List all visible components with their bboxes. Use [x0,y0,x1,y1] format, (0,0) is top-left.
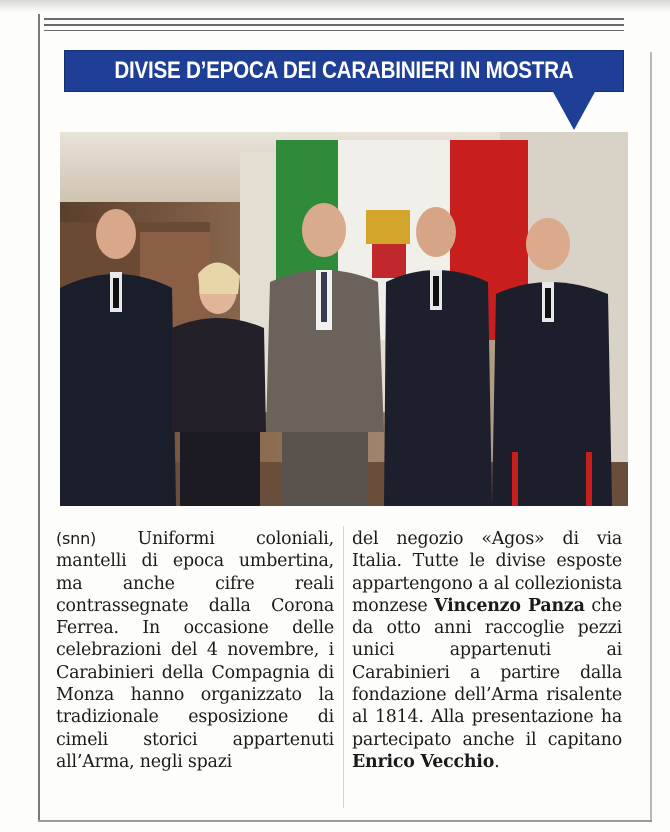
frame-right-border [650,52,652,822]
frame-left-border [38,14,40,822]
headline-arrow-icon [552,90,596,130]
collector-name: Vincenzo Panza [434,595,585,616]
paragraph-left [56,528,334,773]
column-divider [343,526,344,808]
author-sigla: (snn) [56,529,97,548]
photo-illustration [60,132,628,506]
article-column-left [56,528,334,773]
body-text-left: Uniformi coloniali, mantelli di epoca umbertina, ma anche cifre reali contrassegnate dalla Corona Ferrea. In occasione delle celebrazioni del 4 novembre, i Carabinieri della Compagnia di Monza hanno organizzato la tradizionale esposizione di cimeli storici appartenuti all’Arma, negli spazi [56,529,334,772]
top-rule-3 [44,30,624,31]
body-text-right-3: . [494,751,500,772]
paragraph-right [352,528,622,773]
frame-bottom-border [38,820,652,822]
article-photo [60,132,628,506]
top-rule [44,18,624,20]
headline: DIVISE D’EPOCA DEI CARABINIERI IN MOSTRA [114,57,574,84]
body-text-right-2: che da otto anni raccoglie pezzi unici appartenuti ai Carabinieri a partire dalla fondazione dell’Arma risalente al 1814. Alla presentazione ha partecipato anche il capitano [352,595,622,750]
body-text-right-1: del negozio «Agos» di via Italia. Tutte le divise esposte appartengono a al collezionista monzese [352,529,622,616]
crown-emblem-icon [366,210,410,244]
top-rule-2 [44,24,624,26]
article-column-right [352,528,622,773]
scan-shadow [0,0,670,12]
captain-name: Enrico Vecchio [352,751,495,772]
headline-banner [64,50,624,92]
